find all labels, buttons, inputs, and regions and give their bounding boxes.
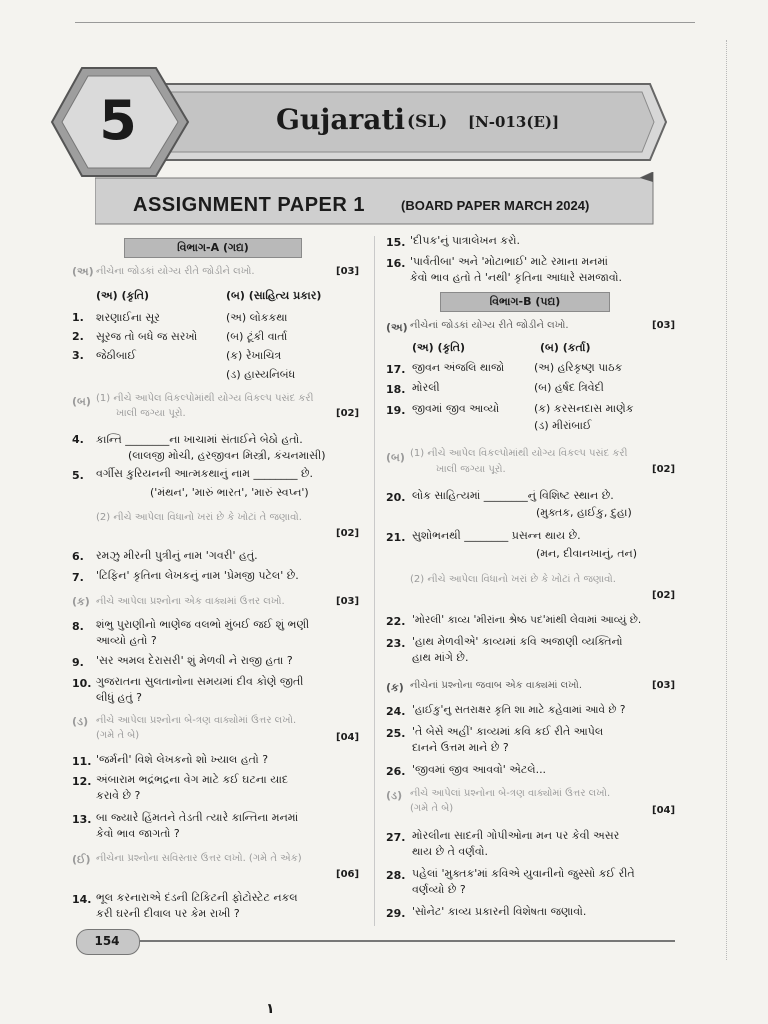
- left-q8-num: 8.: [72, 620, 84, 633]
- left-q6: રમઝુ મીરની પુત્રીનું નામ 'ગવરી' હતું.: [96, 549, 258, 562]
- right-q26: 'જીવમાં જીવ આવવો' એટલે...: [412, 763, 547, 776]
- right-q27-num: 27.: [386, 831, 406, 844]
- left-q5-num: 5.: [72, 469, 84, 482]
- section-b-heading: વિભાગ-B (પદ્ય): [440, 292, 610, 312]
- left-qi-marks: [06]: [336, 869, 360, 880]
- right-match-4-b: (ડ) મીરાંબાઈ: [534, 419, 592, 432]
- left-q9-num: 9.: [72, 656, 84, 669]
- right-q16-2: કેવો ભાવ હતો તે 'નથી' કૃતિના આધારે સમજાવો.: [410, 271, 622, 284]
- left-match-2-a: સૂરજ તો બધે જ સરખો: [96, 330, 198, 343]
- left-q6-num: 6.: [72, 550, 84, 563]
- right-q21-num: 21.: [386, 531, 406, 544]
- left-col-b: (બ) (સાહિત્ય પ્રકાર): [226, 289, 322, 302]
- right-match-3-a: જીવમાં જીવ આવ્યો: [412, 402, 500, 415]
- scan-edge: [726, 40, 728, 960]
- right-q24-num: 24.: [386, 705, 406, 718]
- left-qd-marks: [04]: [336, 732, 360, 743]
- right-qd-text: નીચે આપેલાં પ્રશ્નોના બે-ત્રણ વાક્યોમાં ઉત્તર લખો.: [410, 788, 611, 799]
- left-qk-marks: [03]: [336, 596, 360, 607]
- section-a-heading: વિભાગ-A (ગદ્ય): [124, 238, 302, 258]
- left-qa-marks: [03]: [336, 266, 360, 277]
- left-q11-num: 11.: [72, 755, 92, 768]
- top-rule: [75, 22, 695, 23]
- right-match-1-a: જીવન અંજલિ થાજો: [412, 361, 505, 374]
- left-q14-2: કરી ઘરની દીવાલ પર કેમ રાખી ?: [96, 907, 240, 920]
- right-qa-text: નીચેનાં જોડકાં યોગ્ય રીતે જોડીને લખો.: [410, 320, 569, 331]
- left-q4-num: 4.: [72, 433, 84, 446]
- left-q5-line2: ('મંથન', 'મારું ભારત', 'મારું સ્વપ્ન'): [150, 486, 309, 499]
- left-match-3-num: 3.: [72, 349, 84, 362]
- subject-level: (SL): [407, 112, 448, 132]
- right-qk-marks: [03]: [652, 680, 676, 691]
- left-q4-line1: કાન્તિ ________ના ખાચામાં સંતાઈને બેઠો હતો.: [96, 433, 303, 446]
- assignment-title: ASSIGNMENT PAPER 1: [133, 194, 365, 216]
- right-qk-text: નીચેનાં પ્રશ્નોના જવાબ એક વાક્યમાં લખો.: [410, 680, 583, 691]
- left-qb-marks: [02]: [336, 408, 360, 419]
- left-q10-num: 10.: [72, 677, 92, 690]
- right-match-1-num: 17.: [386, 363, 406, 376]
- right-q27-2: થાય છે તે વર્ણવો.: [412, 845, 488, 858]
- left-match-1-b: (અ) લોકકથા: [226, 311, 288, 324]
- right-q29-num: 29.: [386, 907, 406, 920]
- left-q13-2: કેવો ભાવ જાગતો ?: [96, 827, 180, 840]
- left-qd-text: નીચે આપેલા પ્રશ્નોના બે-ત્રણ વાક્યોમાં ઉત્તર લખો.: [96, 715, 297, 726]
- left-q13-1: બા જ્યારે હિંમતને તેડતી ત્યારે કાન્તિના મનમાં: [96, 811, 299, 824]
- assignment-subtitle: (BOARD PAPER MARCH 2024): [401, 198, 590, 213]
- column-divider: [374, 236, 375, 926]
- left-match-2-num: 2.: [72, 330, 84, 343]
- right-q23-2: હાથ માંગે છે.: [412, 651, 469, 664]
- left-q12-num: 12.: [72, 775, 92, 788]
- left-col-a: (અ) (કૃતિ): [96, 289, 150, 302]
- right-q29: 'સોનેટ' કાવ્ય પ્રકારની વિશેષતા જણાવો.: [412, 905, 587, 918]
- left-match-4-b: (ડ) હાસ્યનિબંધ: [226, 368, 296, 381]
- left-qi-label: (ઈ): [72, 853, 91, 866]
- right-q25-num: 25.: [386, 727, 406, 740]
- right-qb2-marks: [02]: [652, 590, 676, 601]
- right-qd-marks: [04]: [652, 805, 676, 816]
- right-col-b: (બ) (કર્તા): [540, 341, 591, 354]
- right-qk-label: (ક): [386, 681, 404, 694]
- assignment-banner: [95, 172, 660, 230]
- right-qa-marks: [03]: [652, 320, 676, 331]
- right-match-3-num: 19.: [386, 404, 406, 417]
- left-qd-label: (ડ): [72, 715, 89, 728]
- right-match-2-num: 18.: [386, 383, 406, 396]
- left-q11: 'જર્મની' વિશે લેખકનો શો ખ્યાલ હતો ?: [96, 753, 269, 766]
- left-qi-text: નીચેના પ્રશ્નોના સવિસ્તાર ઉત્તર લખો. (ગમે તે એક): [96, 853, 302, 864]
- left-q7: 'ટિફિન' કૃતિના લેખકનું નામ 'પ્રેમજી પટેલ' છે.: [96, 569, 299, 582]
- right-q26-num: 26.: [386, 765, 406, 778]
- left-match-3-a: જેઠીબાઈ: [96, 349, 136, 362]
- left-qb-label: (બ): [72, 395, 91, 408]
- unit-number: 5: [99, 89, 137, 152]
- right-q15-num: 15.: [386, 236, 406, 249]
- left-q14-1: ભૂલ કરનારાએ દંડની ટિકિટની ફોટોસ્ટેટ નકલ: [96, 891, 298, 904]
- right-match-2-a: મોરલી: [412, 381, 440, 394]
- left-q4-line2: (લાલજી મોચી, હરજીવન મિસ્ત્રી, કંચનમાસી): [128, 449, 326, 462]
- left-qa-text: નીચેના જોડકાં યોગ્ય રીતે જોડીને લખો.: [96, 266, 255, 277]
- right-q23-num: 23.: [386, 637, 406, 650]
- right-match-3-b: (ક) કરસનદાસ માણેક: [534, 402, 634, 415]
- left-q8-1: શંભુ પુરાણીનો ભાણેજ વલભો મુંબઈ જઈ શું ભણી: [96, 618, 310, 631]
- right-qd-label: (ડ): [386, 789, 403, 802]
- right-qb2-text: (2) નીચે આપેલા વિધાનો ખરાં છે કે ખોટાં તે જણાવો.: [410, 574, 616, 585]
- right-q20-2: (મુક્તક, હાઈકુ, દુહા): [536, 506, 632, 519]
- left-q12-1: અંબારામ ભદ્રંભદ્રના વેગ માટે કઈ ઘટના યાદ: [96, 773, 289, 786]
- left-qd-note: (ગમે તે બે): [96, 730, 140, 741]
- right-q21-1: સુશોભનથી ________ પ્રસન્ન થાય છે.: [412, 529, 581, 542]
- left-q9: 'સર અમલ દેરાસરી' શું મેળવી ને રાજી હતા ?: [96, 654, 293, 667]
- right-q20-num: 20.: [386, 491, 406, 504]
- left-qb-text2: ખાલી જગ્યા પૂરો.: [116, 408, 186, 419]
- right-q28-1: પહેલાં 'મુક્તક'માં કવિએ યુવાનીનો જુસ્સો કઈ રીતે: [412, 867, 635, 880]
- left-match-2-b: (બ) ટૂંકી વાર્તા: [226, 330, 288, 343]
- left-match-1-num: 1.: [72, 311, 84, 324]
- left-q12-2: કરાવે છે ?: [96, 789, 141, 802]
- left-qb-text1: (1) નીચે આપેલ વિકલ્પોમાંથી યોગ્ય વિકલ્પ પસંદ કરી: [96, 393, 314, 404]
- right-q27-1: મોરલીના સાદની ગોપીઓના મન પર કેવી અસર: [412, 829, 620, 842]
- left-qa-label: (અ): [72, 265, 94, 278]
- right-match-2-b: (બ) હર્ષદ ત્રિવેદી: [534, 381, 604, 394]
- right-qd-note: (ગમે તે બે): [410, 803, 454, 814]
- right-q25-1: 'તે બેસે અહીં' કાવ્યમાં કવિ કઈ રીતે આપેલ: [412, 725, 604, 738]
- subject-code: [N-013(E)]: [468, 113, 560, 131]
- left-q14-num: 14.: [72, 893, 92, 906]
- right-qb-label: (બ): [386, 451, 405, 464]
- right-qb-text1: (1) નીચે આપેલ વિકલ્પોમાંથી યોગ્ય વિકલ્પ પસંદ કરી: [410, 448, 628, 459]
- right-qb-text2: ખાલી જગ્યા પૂરો.: [436, 464, 506, 475]
- left-q10-1: ગુજરાતના સુલતાનોના સમયમાં દીવ કોણે જીતી: [96, 675, 304, 688]
- left-qb2-marks: [02]: [336, 528, 360, 539]
- right-q16-1: 'પાર્વતીબા' અને 'મોટાભાઈ' માટે રમાના મનમાં: [410, 255, 608, 268]
- right-q28-2: વર્ણવ્યો છે ?: [412, 883, 466, 896]
- right-qa-label: (અ): [386, 321, 408, 334]
- right-col-a: (અ) (કૃતિ): [412, 341, 466, 354]
- left-q5-line1: વર્ગીસ કુરિયનની આત્મકથાનું નામ ________ છે.: [96, 467, 314, 480]
- right-q21-2: (મન, દીવાનખાનું, તન): [536, 547, 637, 560]
- right-q22: 'મોરલી' કાવ્ય 'મીરાંના શ્રેષ્ઠ પદ'માંથી લેવામાં આવ્યું છે.: [412, 614, 642, 626]
- right-q28-num: 28.: [386, 869, 406, 882]
- subject-title: Gujarati: [276, 103, 406, 136]
- left-q13-num: 13.: [72, 813, 92, 826]
- right-q23-1: 'હાથ મેળવીએ' કાવ્યમાં કવિ અજાણી વ્યક્તિનો: [412, 635, 623, 648]
- left-match-3-b: (ક) રેખાચિત્ર: [226, 349, 282, 362]
- left-qb2-text: (2) નીચે આપેલા વિધાનો ખરાં છે કે ખોટાં તે જણાવો.: [96, 512, 302, 523]
- page-number: 154: [94, 934, 120, 948]
- right-q15: 'દીપક'નું પાત્રાલેખન કરો.: [410, 234, 520, 247]
- header-banner: [50, 62, 670, 182]
- right-q20-1: લોક સાહિત્યમાં ________નું વિશિષ્ટ સ્થાન છે.: [412, 489, 614, 502]
- left-match-1-a: શરણાઈના સૂર: [96, 311, 160, 324]
- bottom-mark: ۱: [266, 1001, 275, 1017]
- right-q24: 'હાઈકુ'નુ સતરાક્ષર કૃતિ શા માટે કહેવામાં આવે છે ?: [412, 704, 626, 716]
- left-qk-text: નીચે આપેલા પ્રશ્નોના એક વાક્યમાં ઉત્તર લખો.: [96, 596, 285, 607]
- right-qb-marks: [02]: [652, 464, 676, 475]
- left-q7-num: 7.: [72, 571, 84, 584]
- left-q8-2: આવ્યો હતો ?: [96, 634, 157, 647]
- right-q16-num: 16.: [386, 257, 406, 270]
- right-q25-2: દાનને ઉત્તમ માને છે ?: [412, 741, 509, 754]
- right-match-1-b: (અ) હરિકૃષ્ણ પાઠક: [534, 361, 623, 374]
- right-q22-num: 22.: [386, 615, 406, 628]
- left-q10-2: લીધું હતું ?: [96, 691, 143, 704]
- footer-rule: [140, 940, 675, 942]
- left-qk-label: (ક): [72, 595, 90, 608]
